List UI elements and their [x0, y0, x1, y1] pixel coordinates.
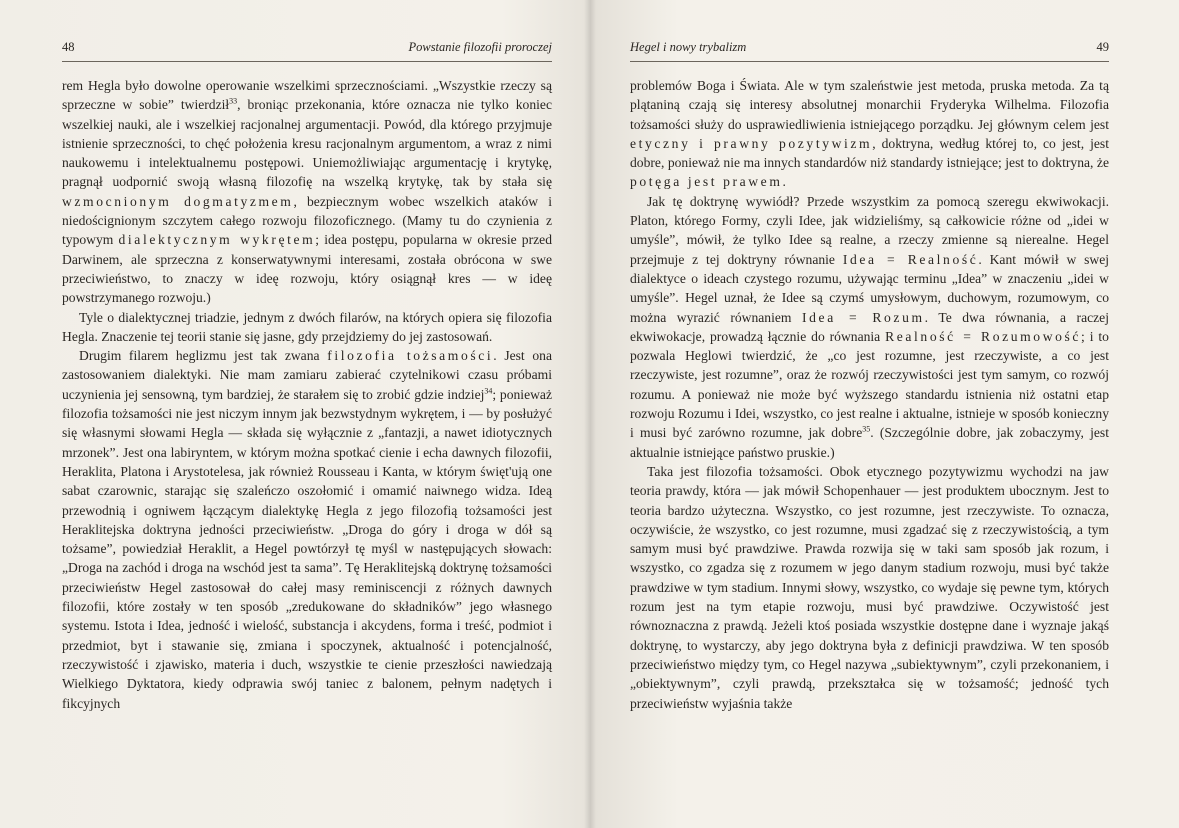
- paragraph: [630, 462, 1109, 713]
- left-page-body: [62, 76, 552, 713]
- emphasis-spaced: filozofia tożsamości: [327, 348, 494, 364]
- text-run: Jak tę doktrynę wywiódł? Przede wszystkim za pomocą szeregu ekwiwokacji. Platon, którego Formy, czyli Idee, jak widzieliśmy, są całkowicie różne od „idei w umyśle”, mówił, że tylko Idee są realne, a rzeczy zmienne są nierealne. Hegel przejmuje z tej doktryny równanie: [630, 193, 1109, 267]
- text-run: ; ponieważ filozofia tożsamości nie jest niczym innym jak bezwstydnym wykrętem, i — by posłużyć się własnymi słowami Hegla — składa się wyłącznie z „fantazji, a nawet idiotycznych mrzonek”. Jest ona labiryntem, w którym można spotkać cienie i echa dawnych filozofii, Heraklita, Platona i Arystotelesa, jak również Rousseau i Kanta, w którym święt'ują one sabat czarownic, starając się szaleńczo oszołomić i omamić naiwnego widza. Ideą przewodnią i ogniwem łączącym dialektykę Hegla z jego filozofią tożsamości jest Heraklitejska doktryna jedności przeciwieństw. „Droga do góry i droga w dół są tożsame”, powiedział Heraklit, a Hegel powtórzył tę myśl w następujących słowach: „Droga na zachód i droga na wschód jest ta sama”. Tę Heraklitejską doktrynę tożsamości przeciwieństw Hegel zastosował do całej masy reminiscencji z różnych dawnych filozofii, które zostały w ten sposób „zredukowane do składników” jego własnego systemu. Istota i Idea, jedność i wielość, substancja i akcydens, forma i treść, podmiot i przedmiot, byt i stawanie się, zmiana i spoczynek, aktualność i potencjalność, rzeczywistość i zjawisko, materia i duch, wszystkie te cienie przeszłości nawiedzają Wielkiego Dyktatora, kiedy odprawia swój taniec z balonem, pełnym nadętych i fikcyjnych: [62, 386, 552, 711]
- emphasis-spaced: potęga jest prawem: [630, 174, 783, 190]
- text-run: ; i to pozwala Heglowi twierdzić, że „co jest rozumne, jest rzeczywiste, a co jest rzeczywiste, jest rozumne”, oraz że rozwój rzeczywistości jest tym samym, co rozwój rozumu. A ponieważ nie może być wyższego standardu istnienia niż ostatni etap rozwoju Rozumu i Idei, wszystko, co jest realne i aktualne, istnieje w sposób konieczny i musi być zarówno rozumne, jak dobre: [630, 328, 1109, 441]
- paragraph: [630, 76, 1109, 192]
- footnote-ref: 34: [484, 386, 493, 396]
- text-run: rem Hegla było dowolne operowanie wszelkimi sprzecznościami. „Wszystkie rzeczy są sprzeczne w sobie” twierdził: [62, 78, 552, 113]
- paragraph: [630, 192, 1109, 462]
- text-run: problemów Boga i Świata. Ale w tym szaleństwie jest metoda, pruska metoda. Za tą plątaniną czają się interesy absolutnej monarchii Fryderyka Wilhelma. Filozofia tożsamości służy do usprawiedliwienia istniejącego porządku. Jej głównym celem jest: [630, 78, 1109, 132]
- right-page-header: [630, 40, 1109, 62]
- emphasis-spaced: wzmocnionym dogmatyzmem: [62, 193, 294, 209]
- footnote-ref: 33: [229, 96, 238, 106]
- right-page-body: [630, 76, 1109, 713]
- right-page-number: 49: [1096, 40, 1109, 54]
- left-page-number: 48: [62, 40, 75, 54]
- text-run: Taka jest filozofia tożsamości. Obok etycznego pozytywizmu wychodzi na jaw teoria prawdy, która — jak mówił Schopenhauer — jest produktem ubocznym. Jest to teoria bardzo użyteczna. Wszystko, co jest rozumne, jest rzeczywiste. To oznacza, oczywiście, że wszystko, co jest rozumne, musi zgadzać się z rzeczywistością, a tym samym musi być prawdziwe. Prawda rozwija się w taki sam sposób jak rozum, i wszystko, co zgadza się z rozumem w jego danym stadium rozwoju, musi być także prawdziwe w tym stadium. Innymi słowy, wszystko, co wydaje się pewne tym, których rozum jest na tym etapie rozwoju, musi być prawdziwe. Oczywistość jest równoznaczna z prawdą. Jeżeli ktoś posiada wszystkie dostępne dane i wyznaje jakąś doktrynę, to wystarczy, aby jego doktryna była z definicji prawdziwa. W ten sposób przeciwieństwo między tym, co Hegel nazywa „subiektywnym”, czyli przekonaniem, i „obiektywnym”, czyli prawdą, przekształca się w tożsamość; jedność tych przeciwieństw wyjaśnia także: [630, 463, 1109, 711]
- text-run: Drugim filarem heglizmu jest tak zwana: [79, 348, 328, 364]
- text-run: . Kant mówił w swej dialektyce o ideach czystego rozumu, używając terminu „Idea” w znaczeniu „idei w umyśle”. Hegel uznał, że Idee są czymś umysłowym, duchowym, rozumowym, co można wyrazić równaniem: [630, 251, 1110, 325]
- paragraph: [62, 76, 552, 308]
- paragraph: [62, 346, 552, 713]
- left-running-head: Powstanie filozofii proroczej: [408, 40, 552, 54]
- emphasis-spaced: dialektycznym wykrętem: [118, 232, 316, 248]
- text-run: , doktryna, według której to, co jest, jest dobre, ponieważ nie ma innych standardów niż standardy istniejące; jest to doktryna, że: [630, 135, 1109, 171]
- text-run: ; idea postępu, popularna w okresie przed Darwinem, ale sprzeczna z konserwatywnymi interesami, została obrócona w swe przeciwieństwo, to znaczy w ideę rozwoju, który osiągnął kres — w ideę powstrzymanego rozwoju.): [62, 232, 552, 306]
- text-run: , bezpiecznym wobec wszelkich ataków i niedoścignionym szczytem całego rozwoju filozoficznego. (Mamy tu do czynienia z typowym: [62, 193, 553, 248]
- right-running-head: Hegel i nowy trybalizm: [630, 40, 747, 54]
- right-page: [590, 0, 1179, 828]
- left-page-header: [62, 40, 552, 62]
- paragraph: [62, 308, 552, 347]
- emphasis-spaced: Idea = Realność: [842, 251, 979, 267]
- emphasis-spaced: Realność = Rozumowość: [885, 328, 1082, 344]
- emphasis-spaced: Idea = Rozum: [802, 309, 925, 325]
- text-run: .: [782, 174, 786, 190]
- footnote-ref: 35: [862, 424, 871, 434]
- emphasis-spaced: etyczny i prawny pozytywizm: [630, 135, 873, 151]
- text-run: , broniąc przekonania, które oznacza nie tylko koniec wszelkiej nauki, ale i wszelkiej racjonalnej argumentacji. Powód, dla którego przyjmuje istnienie sprzeczności, to chęć położenia kresu racjonalnym argumentom, a wraz z nimi naukowemu i intelektualnemu postępowi. Uniemożliwiając argumentację i krytykę, pragnął uodpornić swoją własną filozofię na wszelką krytykę, tak by stała się: [62, 97, 552, 190]
- text-run: . Te dwa równania, a raczej ekwiwokacje, prowadzą łącznie do równania: [630, 309, 1109, 344]
- text-run: . Jest ona zastosowaniem dialektyki. Nie mam zamiaru zabierać czytelnikowi czasu próbami uczynienia jej sensowną, tym bardziej, że starałem się to zrobić gdzie indziej: [62, 348, 552, 402]
- text-run: . (Szczególnie dobre, jak zobaczymy, jest aktualnie istniejące państwo pruskie.): [630, 425, 1109, 460]
- text-run: Tyle o dialektycznej triadzie, jednym z dwóch filarów, na których opiera się filozofia Hegla. Znaczenie tej teorii stanie się jasne, gdy przejdziemy do jej zastosowań.: [62, 309, 552, 344]
